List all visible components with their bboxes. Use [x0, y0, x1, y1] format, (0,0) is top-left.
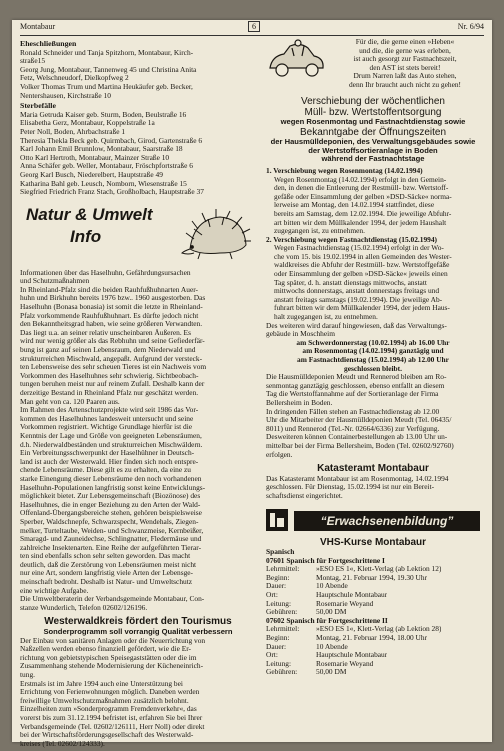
text-line: Bellersheim in Boden.: [266, 398, 333, 407]
text-line: land ist auch der Westerwald. Hier finden sich noch entspre-: [20, 457, 199, 466]
text-line: geschlossen bleibt.: [344, 364, 402, 373]
text-line: am Fastnachtdienstag (15.02.1994) ab 12.00 Uhr: [297, 356, 449, 364]
course-detail-value: 10 Abende: [316, 642, 348, 651]
text-line: und die, die gerne was erleben,: [359, 46, 451, 55]
admin-building-text: [266, 322, 480, 339]
text-line: Sperber, Waldschnepfe, Schwarzspecht, Wendehals, Ziegen-: [20, 517, 199, 526]
course-detail-value: Hauptschule Montabaur: [316, 651, 388, 660]
course-detail-key: Dauer:: [266, 581, 287, 591]
marriages-heading: Eheschließungen: [20, 39, 77, 48]
cadastre-text: [266, 475, 480, 501]
language-heading: Spanisch: [266, 547, 295, 557]
text-line: Peter Noll, Boden, Ahrbachstraße 1: [20, 127, 126, 136]
text-line: Ronald Schneider und Tanja Spitzhorn, Montabaur, Kirch-: [20, 48, 194, 57]
text-line: 8011) und Rennerod (Tel.-Nr. 02664/6336) zur Verfügung.: [266, 424, 440, 433]
text-line: Maria Getruda Kaiser geb. Sturm, Boden, Beulstraße 16: [20, 110, 187, 119]
text-line: Theresia Thekla Beck geb. Quirmbach, Girod, Gartenstraße 6: [20, 136, 203, 145]
text-line: Volker Thomas Trum und Martina Heukäufer geb. Becker,: [20, 82, 193, 91]
text-line: senmontag ganztägig geschlossen, ebenso entfallt an diesem: [266, 381, 445, 390]
text-line: geschlossen. Für Dienstag, 15.02.1994 ist nur ein Bereit-: [266, 483, 435, 492]
course1-title: 07601 Spanisch für Fortgeschrittene I: [266, 555, 385, 565]
text-line: che vom 15. bis 19.02.1994 in allen Gemeinden des Wester-: [274, 252, 452, 261]
nature-title: Natur & Umwelt: [26, 204, 153, 224]
waste-subheadline: wegen Rosenmontag und Fastnachtdienstag sowie: [280, 116, 466, 126]
tourism-headline: Westerwaldkreis fördert den Tourismus: [44, 616, 232, 628]
course-detail-value: Hauptschule Montabaur: [316, 591, 388, 600]
text-line: Elisabetha Gerz, Montabaur, Koppelstraße 1a: [20, 119, 155, 128]
text-line: gebäude in Moschheim: [266, 330, 335, 339]
text-line: Informationen über das Haselhuhn, Gefährdungsursachen: [20, 268, 191, 277]
text-line: derzeitige Bestand in Rheinland Pfalz nur geschätzt werden.: [20, 389, 199, 397]
car-cartoon-illustration: [266, 38, 326, 82]
course-detail-row: [266, 651, 480, 660]
shrove-tuesday-text: [266, 244, 480, 321]
course2-details: [266, 625, 480, 677]
nature-article-text: [20, 269, 256, 613]
text-line: Man geht von ca. 120 Paaren aus.: [20, 397, 120, 406]
text-line: Verbandsgemeinde (Tel. 02602/126111, Herr Noll) oder direkt: [20, 722, 205, 731]
text-line: Tag später, d. h. anstatt dienstags mittwochs, anstatt: [274, 278, 427, 287]
text-line: Vorkommen registriert. Wichtige Grundlage hierfür ist die: [20, 423, 193, 432]
text-line: Naßzellen werden ebenso finanziell gefördert, wie die Er-: [20, 645, 191, 654]
text-line: Anna Schäfer geb. Weller, Montabaur, Fröschpfortstraße 6: [20, 162, 193, 171]
course-detail-value: Montag, 21. Februar 1994, 19.30 Uhr: [316, 573, 428, 582]
text-line: Ein Verbreitungsschwerpunkt der Haselhühner in Deutsch-: [20, 449, 195, 458]
text-line: ten sind ebenfalls schon sehr selten geworden. Das macht: [20, 552, 191, 561]
course-detail-key: Gebühren:: [266, 667, 298, 677]
course2-title: 07602 Spanisch für Fortgeschrittene II: [266, 615, 388, 625]
hedgehog-illustration: [180, 209, 252, 263]
course-detail-key: Lehrmittel:: [266, 624, 300, 634]
text-line: zahlreiche Insektenarten. Eine Reihe der aufgeführten Tierar-: [20, 543, 202, 552]
text-line: kommen des Haselhuhnes landesweit untersucht und seine: [20, 414, 194, 423]
waste-headline-line1: Verschiebung der wöchentlichen: [301, 95, 445, 107]
text-line: fuhrart bitten wir dem Müllkalender 1994, der jedem Haus-: [274, 304, 450, 313]
course-detail-key: Lehrmittel:: [266, 564, 300, 574]
text-line: Haselhuhn-Populationen langfristig sonst keine Entwicklungs-: [20, 483, 206, 492]
text-line: ist auch gesorgt zur Fastnachtszeit,: [353, 55, 457, 64]
landfill-text: [266, 373, 480, 459]
header-rule: [20, 35, 484, 36]
text-line: Haselhuhnes, die in enger Beziehung zu den Arten der Wald-: [20, 500, 201, 509]
closing-times: [266, 339, 480, 373]
text-line: zugegangen ist, zu entnehmen.: [274, 227, 365, 236]
right-column: [266, 38, 480, 677]
text-line: Desweiteren können Containerbestellungen ab 13.00 Uhr un-: [266, 433, 448, 442]
nature-info-banner: [20, 203, 256, 265]
header-town: Montabaur: [20, 22, 56, 31]
course-detail-row: [266, 660, 480, 669]
opening-hours-subheadline: [266, 138, 480, 164]
text-line: Offenland-Übergangsbereiche stehen, gehören beispielsweise: [20, 509, 202, 518]
text-line: waldkreises die Abfuhr der Restmüll- bzw. Wertstoffgefäße: [274, 261, 450, 270]
text-line: der Hausmülldeponien, des Verwaltungsgebäudes sowie: [270, 138, 476, 147]
shrove-monday-heading: 1. Verschiebung wegen Rosenmontag (14.02.1994): [266, 165, 423, 175]
waste-headline-line2: Müll- bzw. Wertstoffentsorgung: [304, 106, 442, 118]
marriages-list: [20, 49, 256, 101]
text-line: Wegen Fastnachtdienstag (15.02.1994) erfolgt in der Wo-: [274, 244, 444, 253]
course-detail-value: Montag, 21. Februar 1994, 18.00 Uhr: [316, 634, 428, 643]
text-line: Des weiteren wird darauf hingewiesen, daß das Verwaltungs-: [266, 321, 447, 330]
text-line: möglichkeit bietet. Zur Lebensgemeinschaft (Biozönose) des: [20, 492, 201, 501]
text-line: Drum Narren laßt das Auto stehen,: [353, 72, 457, 81]
issue-number: Nr. 6/94: [457, 22, 484, 31]
text-line: Uhr die Mitarbeiter der Hausmülldeponien Meudt (Tel. 06435/: [266, 416, 452, 425]
course-detail-value: Rosemarie Weyand: [316, 659, 374, 668]
text-line: Otto Karl Hertroth, Montabaur, Mainzer Straße 10: [20, 153, 170, 162]
course-detail-key: Ort:: [266, 650, 278, 660]
nature-title-info: Info: [70, 226, 102, 246]
course-detail-key: Beginn:: [266, 572, 290, 582]
text-line: Smaragd- und Zauneidechse, Schlingnatter, Fledermäuse und: [20, 535, 202, 544]
waste-headline: [266, 96, 480, 118]
course-detail-value: »ESO ES 1«, Klett-Verlag (ab Lektion 28): [316, 625, 442, 634]
opening-hours-headline: Bekanntgabe der Öffnungszeiten: [299, 127, 447, 139]
text-line: vorerst bis zum 31.12.1994 befristet ist, erfahren Sie bei Ihrer: [20, 713, 203, 722]
text-line: Die Umweltberaterin der Verbandsgemeinde Montabaur, Con-: [20, 595, 205, 604]
text-line: Zusammenhang stehende Modernisierung der Kücheneinrich-: [20, 662, 204, 671]
deaths-heading: Sterbefälle: [20, 101, 56, 111]
text-line: nur eine Art, sondern langfristig viele Arten der Lebensge-: [20, 569, 194, 578]
text-line: huhn und Birkhuhn bereits 1976 bzw.. 1960 ausgestorben. Das: [20, 294, 206, 303]
course-detail-row: [266, 582, 480, 591]
text-line: gefäße oder Einsammlung der gelben »DSD-Säcke« norma-: [274, 192, 452, 201]
text-line: der Wertstoffsortieranlage in Boden: [308, 146, 438, 155]
text-line: denn Ihr braucht auch nicht zu gehen!: [348, 80, 462, 89]
text-line: Errichtung von Ferienwohnungen möglich. Daneben werden: [20, 688, 200, 697]
text-line: Wegen Rosenmontag (14.02.1994) erfolgt in den Gemein-: [274, 175, 447, 184]
tourism-article-text: [20, 637, 256, 749]
course-detail-key: Leitung:: [266, 658, 292, 668]
course-detail-row: [266, 591, 480, 600]
text-line: Kenntnis der Lage und Größe von geeigneten Lebensräumen,: [20, 431, 202, 440]
shrove-monday-text: [266, 176, 480, 236]
text-line: mittwochs donnerstags, anstatt donnerstags freitags und: [274, 287, 440, 296]
course-detail-row: [266, 574, 480, 583]
text-line: kreises (Tel. 02602/124333).: [20, 739, 105, 748]
text-line: anstatt freitags samstags (19.02.1994). Die jeweilige Ab-: [274, 295, 443, 304]
page-header: [20, 22, 484, 36]
course-detail-value: »ESO ES 1«, Klett-Verlag (ab Lektion 12): [316, 565, 442, 574]
text-line: In Rheinland-Pfalz sind die beiden Rauhfußhuhnarten Auer-: [20, 285, 198, 294]
course-detail-row: [266, 600, 480, 609]
cadastre-headline: Katasteramt Montabaur: [317, 463, 429, 475]
text-line: Nentershausen, Kirchstraße 10: [20, 91, 111, 100]
text-line: Für die, die gerne einen »Heben«: [355, 38, 455, 46]
course-detail-key: Ort:: [266, 590, 278, 600]
text-line: schaftsdienst eingerichtet.: [266, 491, 343, 500]
text-line: halt zugegangen ist, zu entnehmen.: [274, 313, 378, 322]
course-detail-key: Gebühren:: [266, 607, 298, 617]
text-line: Katharina Bahl geb. Leusch, Nomborn, Wiesenstraße 15: [20, 179, 187, 188]
course1-details: [266, 565, 480, 617]
course-detail-row: [266, 668, 480, 677]
text-line: chende Lebensräume. Diese gilt es zu erhalten, da eine zu: [20, 466, 191, 475]
course-detail-value: 10 Abende: [316, 582, 348, 591]
text-line: Der Einbau von sanitären Anlagen oder die Neuerrichtung von: [20, 636, 206, 645]
text-line: Vorkommen des Haselhuhnes sehr schwierig. Sichtbeobach-: [20, 371, 199, 380]
text-line: In dringenden Fällen stehen an Fastnachtdienstag ab 12.00: [266, 407, 440, 416]
deaths-list: [20, 111, 256, 197]
text-line: oder Einsammlung der gelben »DSD-Säcke« jeweils einen: [274, 270, 448, 279]
text-line: Karl Johann Emil Brunnlow, Montabaur, Saarstraße 18: [20, 145, 183, 154]
text-line: den AST ist stets bereit!: [369, 63, 441, 72]
text-line: art bitten wir dem Müllkalender 1994, der jedem Haushalt: [274, 218, 447, 227]
text-line: den, in denen die Entleerung der Restmüll- bzw. Wertstoff-: [274, 184, 449, 193]
vhs-logo-icon: [266, 509, 288, 531]
course-detail-row: [266, 643, 480, 652]
text-line: Pfalz vorkommende Rauhfußhuhnart. Es dürfte jedoch nicht: [20, 311, 199, 320]
text-line: Georg Karl Busch, Niederelbert, Hauptstraße 49: [20, 170, 163, 179]
text-line: Fetz, Welschneudorf, Dielkopfweg 2: [20, 74, 129, 83]
course-detail-key: Leitung:: [266, 598, 292, 608]
text-line: straße15: [20, 57, 46, 66]
text-line: und Schutzmaßnahmen: [20, 277, 90, 286]
text-line: tung.: [20, 671, 35, 679]
text-line: mittelbar bei der Firma Bellersheim, Boden (Tel. 02602/92760): [266, 441, 454, 450]
text-line: bereits am Samstag, dem 12.02.1994. Die jeweilige Abfuhr-: [274, 209, 452, 218]
text-line: Das liegt u.a. an seiner relativ unscheinbaren Äußeren. Es: [20, 328, 191, 337]
left-column: [20, 38, 256, 748]
course-detail-row: [266, 625, 480, 634]
text-line: Georg Jung, Montabaur, Tannenweg 45 und Christina Anita: [20, 65, 197, 74]
text-line: lerweise am Montag, den 14.02.1994 stattfindet, diese: [274, 201, 435, 210]
text-line: Die Hausmülldeponien Meudt und Rennerod bleiben am Ro-: [266, 373, 447, 382]
text-line: Erstmals ist im Jahre 1994 auch eine Unterstützung bei: [20, 679, 183, 688]
text-line: Einzelheiten zum »Sonderprogramm Fremdenverkehr«, das: [20, 705, 197, 714]
text-line: eine wichtige Aufgabe.: [20, 586, 89, 595]
text-line: bei der Wirtschaftsförderungsgesellschaft des Westerwald-: [20, 731, 194, 740]
course-detail-row: [266, 565, 480, 574]
vhs-headline: VHS-Kurse Montabaur: [319, 536, 427, 548]
text-line: Im Rahmen des Artenschutzprojekte wird seit 1986 das Vor-: [20, 406, 199, 415]
text-line: den Bekanntheitsgrad haben, wie seine größeren Verwandten.: [20, 320, 203, 329]
text-line: Siegfried Friedrich Franz Stach, Großholbach, Hauptstraße 37: [20, 188, 204, 197]
text-line: strukturreichen Mischwald, angepaßt. Aufgrund der versteck-: [20, 354, 203, 363]
text-line: Haselhuhn (Bonasa bonasia) ist somit die letzte in Rheinland-: [20, 303, 203, 312]
text-line: Das Katasteramt Montabaur ist am Rosenmontag, 14.02.1994: [266, 474, 449, 483]
text-line: d.h. Niederwaldbeständen und strukturreichen Mischwäldern.: [20, 440, 203, 449]
text-line: erfolgen.: [266, 450, 293, 459]
shrove-tuesday-heading: 2. Verschiebung wegen Fastnachtdienstag (15.02.1994): [266, 234, 438, 244]
adult-education-label: “Erwachsenenbildung”: [294, 511, 480, 531]
course-detail-key: Dauer:: [266, 641, 287, 651]
text-line: deutlich, daß die Zerstörung von Lebensräumen meist nicht: [20, 560, 197, 569]
text-line: ten Lebensweise des sehr scheuen Tieres ist ein Nachweis vom: [20, 363, 207, 372]
text-line: am Rosenmontag (14.02.1994) ganztägig und: [302, 347, 444, 356]
tourism-subheadline: Sonderprogramm soll vorrangig Qualität verbessern: [43, 627, 233, 637]
course-detail-value: 50,00 DM: [316, 608, 347, 617]
text-line: freiwillige Umweltschutzmaßnahmen zusätzlich belohnt.: [20, 696, 189, 705]
text-line: während der Fastnachtstage: [321, 155, 425, 164]
text-line: tungen beruhen meist nur auf reinem Zufall. Deshalb kann der: [20, 380, 205, 389]
text-line: bung ist ganz auf seinen Lebensraum, dem Niederwald und: [20, 346, 196, 355]
page-number: 6: [248, 21, 260, 32]
adult-education-banner: [266, 509, 480, 535]
course-detail-key: Beginn:: [266, 633, 290, 643]
text-line: meinschaft bedroht. Deshalb ist Natur- und Umweltschutz: [20, 578, 193, 587]
text-line: am Schwerdonnerstag (10.02.1994) ab 16.00 Uhr: [296, 338, 450, 347]
course-detail-row: [266, 634, 480, 643]
course-detail-value: Rosemarie Weyand: [316, 599, 374, 608]
text-line: Tag die Wertstoffannahme auf der Sortieranlage der Firma: [266, 390, 439, 399]
text-line: stanze Wunderlich, Telefon 02602/126196.: [20, 603, 148, 612]
text-line: wird nur wenig größer als das Rebhuhn und seine Gefiederfär-: [20, 337, 205, 346]
text-line: starke Einengung dieser Lebensräume den noch vorhandenen: [20, 474, 202, 483]
text-line: richtung von gebietstypischen Speisegaststätten oder die im: [20, 653, 197, 662]
course-detail-value: 50,00 DM: [316, 668, 347, 677]
text-line: melker, Turteltaube, Weiden- und Schwanzmeise, Kernbeißer,: [20, 526, 204, 535]
